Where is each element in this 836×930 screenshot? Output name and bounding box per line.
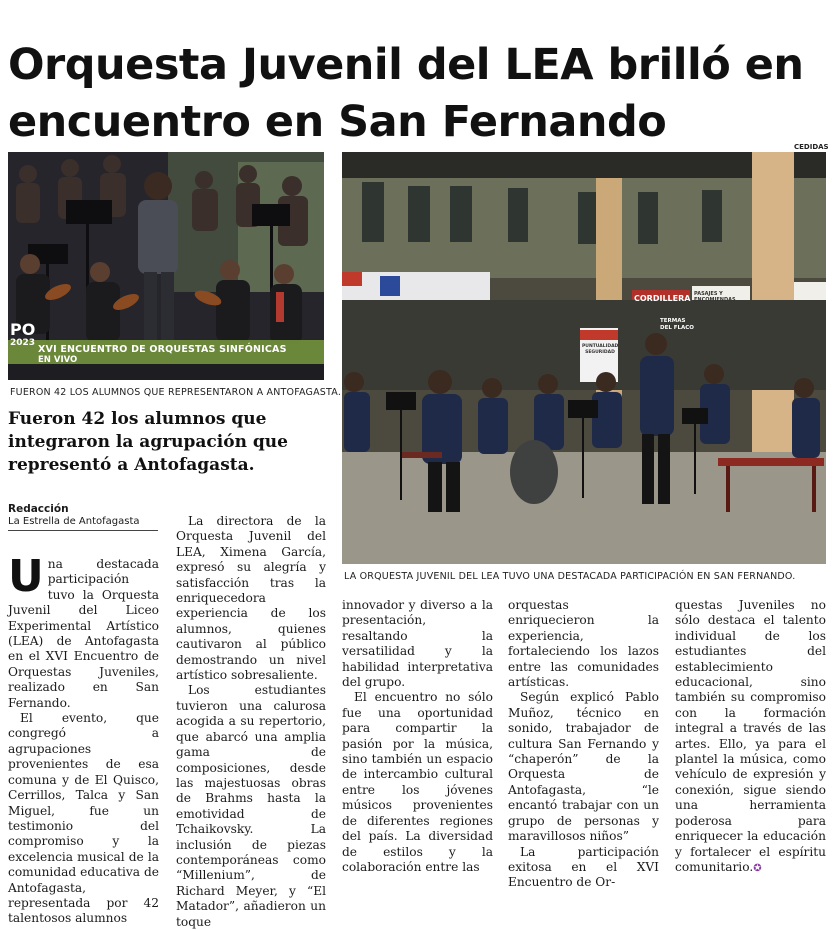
article-paragraph: Los estudiantes tuvieron una calurosa acogida a su repertorio, que abarcó una amplia gama de composiciones, desde las majestuosas obras de Brahms hasta la emotividad de Tchaikovsky. La inclusión de piezas contemporáneas como “Millenium”, de Richard Meyer, y “El Matador”, añadieron un toque xyxy=(176,683,326,929)
byline xyxy=(8,503,158,527)
article-paragraph: na destacada participación tuvo la Orquesta Juvenil del Liceo Experimental Artístico (LEA) de Antofagasta en el XVI Encuentro de Orquestas Juveniles, realizado en San Fernando. xyxy=(8,557,159,710)
article-paragraph xyxy=(675,598,826,876)
photo-banner-live: EN VIVO xyxy=(38,355,78,365)
drop-cap: U xyxy=(8,551,44,602)
photo-credit: CEDIDAS xyxy=(794,143,829,151)
byline-source: La Estrella de Antofagasta xyxy=(8,516,140,527)
article-paragraph: La participación exitosa en el XVI Encuentro de Or- xyxy=(508,844,659,890)
photo-caption-left: FUERON 42 LOS ALUMNOS QUE REPRESENTARON A ANTOFAGASTA. xyxy=(10,387,342,398)
article-column-4 xyxy=(508,598,659,891)
byline-author: Redacción xyxy=(8,503,69,515)
article-paragraph-text: questas Juveniles no sólo destaca el talento individual de los estudiantes del establecimiento educacional, sino también su compromiso con la formación integral a través de las artes. Ello, ya para el plantel la música, como vehículo de expresión y conexión, sigue siendo una herramienta poderosa para enriquecer la educación y fortalecer el espíritu comunitario. xyxy=(675,598,826,874)
headline: Orquesta Juvenil del LEA brilló en encuentro en San Fernando xyxy=(8,39,804,147)
article-column-5 xyxy=(675,598,826,876)
article-column-1 xyxy=(8,551,159,927)
end-of-article-icon: ✪ xyxy=(753,862,762,874)
article-paragraph: El encuentro no sólo fue una oportunidad para compartir la pasión por la música, sino también un espacio de intercambio cultural entre los jóvenes músicos provenientes de diferentes regiones del país. La diversidad de estilos y la colaboración entre las xyxy=(342,690,493,874)
lead-text: Fueron 42 los alumnos que integraron la agrupación que representó a Antofagasta. xyxy=(8,409,288,475)
article-column-2 xyxy=(176,514,326,930)
photo-banner-title: XVI ENCUENTRO DE ORQUESTAS SINFÓNICAS xyxy=(38,344,287,355)
byline-divider xyxy=(8,530,158,531)
article-column-3 xyxy=(342,598,493,875)
article-paragraph: orquestas enriquecieron la experiencia, fortaleciendo los lazos entre las comunidades artísticas. xyxy=(508,598,659,690)
article-paragraph: Según explicó Pablo Muñoz, técnico en sonido, trabajador de cultura San Fernando y “chaperón” de la Orquesta de Antofagasta, “le encantó trabajar con un grupo de personas y maravillosos niños” xyxy=(508,690,659,844)
article-paragraph: La directora de la Orquesta Juvenil del LEA, Ximena García, expresó su alegría y satisfacción tras la enriquecedora experiencia de los alumnos, quienes cautivaron al público demostrando un nivel artístico sobresaliente. xyxy=(176,514,326,683)
orchestra-photo-concert xyxy=(8,152,324,380)
sign-puntualidad: PUNTUALIDAD SEGURIDAD xyxy=(582,344,619,355)
sign-pasajes: PASAJES Y ENCOMIENDAS xyxy=(694,291,736,303)
article-paragraph: innovador y diverso a la presentación, resaltando la versatilidad y la habilidad interpretativa del grupo. xyxy=(342,598,493,690)
terminal-photo-illustration xyxy=(342,152,826,564)
sign-cordillera: CORDILLERA xyxy=(634,294,691,303)
photo-banner-logo: PO 2023 xyxy=(10,320,36,348)
photo-caption-right: LA ORQUESTA JUVENIL DEL LEA TUVO UNA DESTACADA PARTICIPACIÓN EN SAN FERNANDO. xyxy=(344,571,796,582)
article-paragraph: El evento, que congregó a agrupaciones provenientes de esa comuna y de El Quisco, Cerrillos, Talca y San Miguel, fue un testimonio del compromiso y la excelencia musical de la comunidad educativa de Antofagasta, representada por 42 talentosos alumnos xyxy=(8,711,159,926)
orchestra-photo-terminal xyxy=(342,152,826,564)
sign-termas: TERMAS DEL FLACO xyxy=(660,318,694,331)
